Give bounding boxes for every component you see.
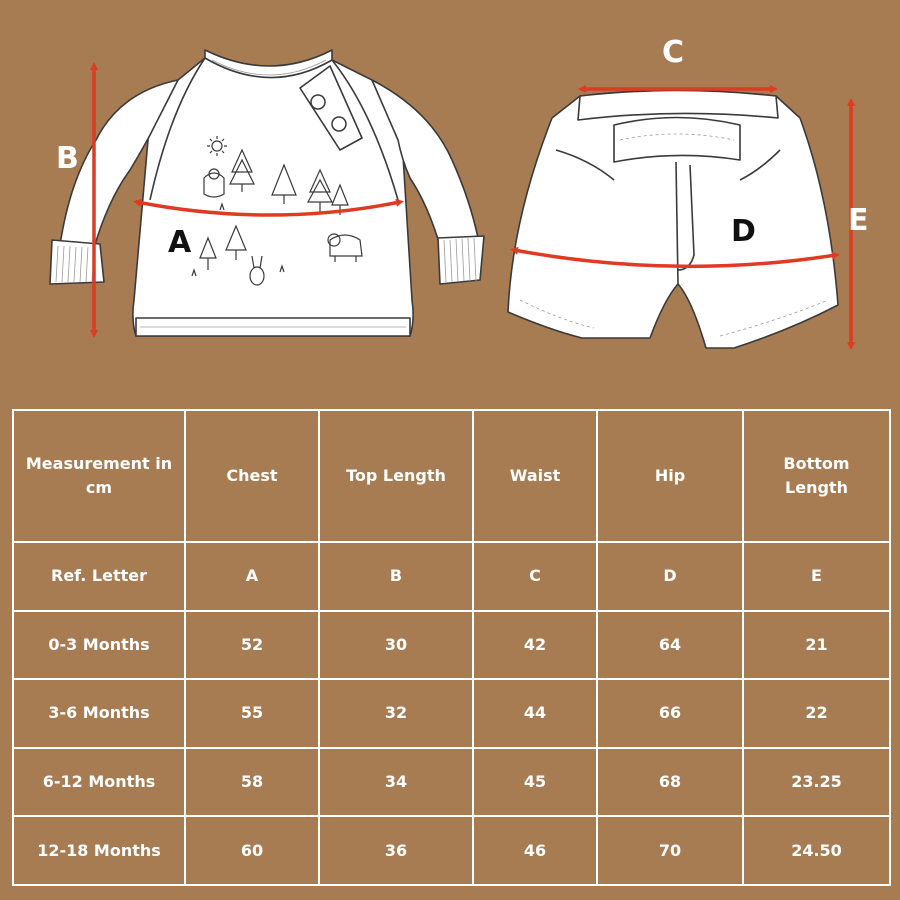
- table-cell: 30: [319, 611, 473, 680]
- table-row: [13, 679, 890, 748]
- table-cell: 66: [597, 679, 743, 748]
- table-cell: 45: [473, 748, 597, 817]
- table-cell: Ref. Letter: [13, 542, 185, 611]
- table-cell: 68: [597, 748, 743, 817]
- table-cell: 36: [319, 816, 473, 885]
- table-cell: 44: [473, 679, 597, 748]
- shorts-drawing: [508, 91, 838, 349]
- table-cell: 6-12 Months: [13, 748, 185, 817]
- label-e: E: [848, 203, 869, 238]
- table-header-row: [13, 410, 890, 542]
- table-row: [13, 542, 890, 611]
- label-a: A: [168, 225, 192, 260]
- table-cell: 34: [319, 748, 473, 817]
- table-cell: 24.50: [743, 816, 890, 885]
- table-cell: E: [743, 542, 890, 611]
- table-cell: 12-18 Months: [13, 816, 185, 885]
- table-cell: 55: [185, 679, 319, 748]
- table-cell: B: [319, 542, 473, 611]
- size-chart: [12, 409, 889, 886]
- label-d: D: [731, 214, 756, 249]
- label-c: C: [662, 35, 685, 70]
- label-b: B: [56, 141, 79, 176]
- table-cell: C: [473, 542, 597, 611]
- table-cell: 52: [185, 611, 319, 680]
- header-cell: Waist: [473, 410, 597, 542]
- header-cell: Bottom Length: [743, 410, 890, 542]
- table-row: [13, 816, 890, 885]
- table-cell: 3-6 Months: [13, 679, 185, 748]
- header-cell: Top Length: [319, 410, 473, 542]
- header-cell: Hip: [597, 410, 743, 542]
- sweatshirt-drawing: [50, 50, 484, 336]
- table-row: [13, 748, 890, 817]
- header-cell: Chest: [185, 410, 319, 542]
- table-cell: 23.25: [743, 748, 890, 817]
- table-cell: 60: [185, 816, 319, 885]
- table-cell: 64: [597, 611, 743, 680]
- table-cell: A: [185, 542, 319, 611]
- header-cell: Measurement in cm: [13, 410, 185, 542]
- table-cell: 58: [185, 748, 319, 817]
- table-cell: 0-3 Months: [13, 611, 185, 680]
- table-cell: D: [597, 542, 743, 611]
- size-table: [12, 409, 891, 886]
- table-cell: 22: [743, 679, 890, 748]
- table-cell: 70: [597, 816, 743, 885]
- table-row: [13, 611, 890, 680]
- table-cell: 32: [319, 679, 473, 748]
- table-cell: 21: [743, 611, 890, 680]
- size-guide-illustration: [0, 0, 900, 380]
- table-cell: 46: [473, 816, 597, 885]
- table-cell: 42: [473, 611, 597, 680]
